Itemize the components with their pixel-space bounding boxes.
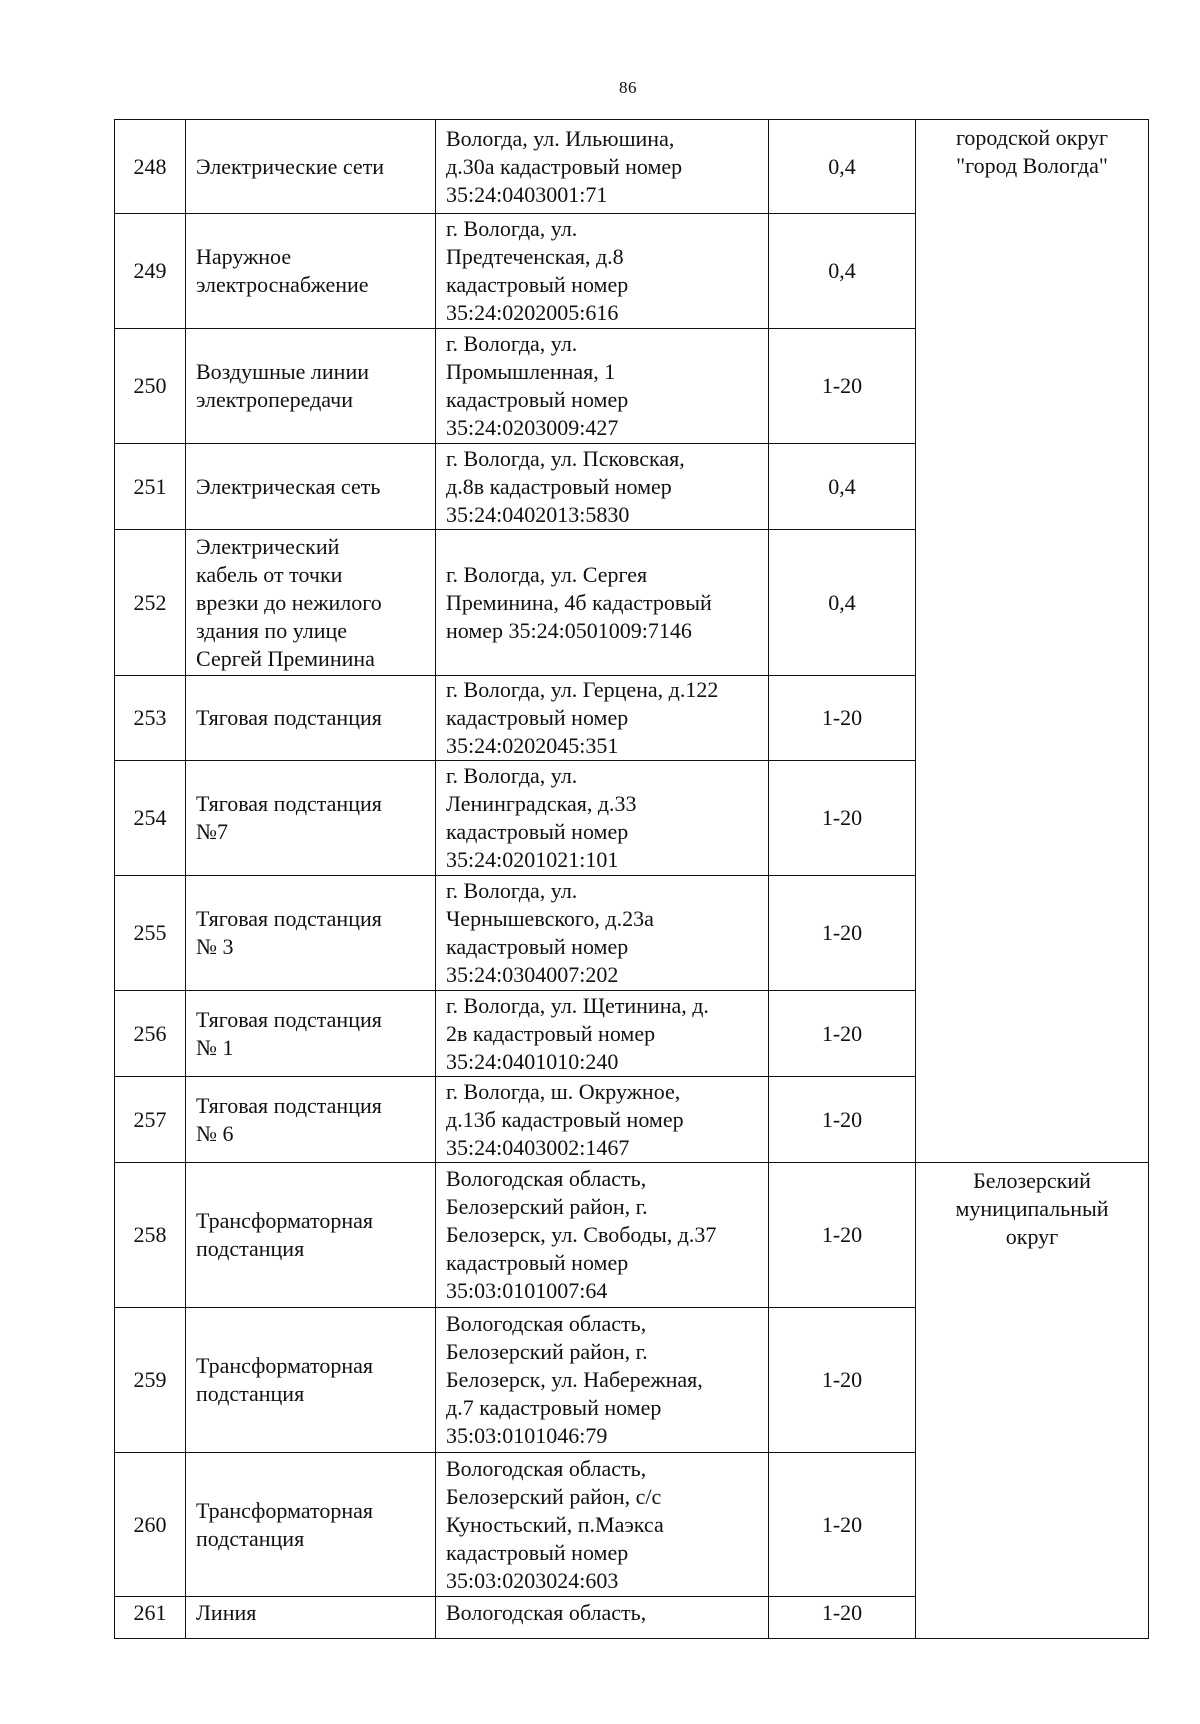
object-name: Тяговая подстанция №7 <box>186 761 436 876</box>
object-address: г. Вологда, ш. Окружное, д.13б кадастровый номер 35:24:0403002:1467 <box>436 1077 769 1163</box>
object-name: Тяговая подстанция <box>186 676 436 761</box>
object-address: г. Вологда, ул. Герцена, д.122 кадастровый номер 35:24:0202045:351 <box>436 676 769 761</box>
object-address: Вологодская область, Белозерский район, г. Белозерск, ул. Набережная, д.7 кадастровый номер 35:03:0101046:79 <box>436 1308 769 1453</box>
object-name: Электрическая сеть <box>186 444 436 530</box>
object-address: Вологодская область, Белозерский район, с/с Куностьский, п.Маэкса кадастровый номер 35:03:0203024:603 <box>436 1453 769 1597</box>
object-address: г. Вологда, ул. Ленинградская, д.33 кадастровый номер 35:24:0201021:101 <box>436 761 769 876</box>
voltage-class: 1-20 <box>769 329 916 444</box>
object-name: Наружное электроснабжение <box>186 214 436 329</box>
voltage-class: 1-20 <box>769 676 916 761</box>
object-address: Вологодская область, Белозерский район, г. Белозерск, ул. Свободы, д.37 кадастровый номер 35:03:0101007:64 <box>436 1163 769 1308</box>
voltage-class: 0,4 <box>769 214 916 329</box>
row-number: 258 <box>115 1163 186 1308</box>
row-number: 254 <box>115 761 186 876</box>
object-name: Тяговая подстанция № 3 <box>186 876 436 991</box>
object-name: Электрический кабель от точки врезки до нежилого здания по улице Сергей Преминина <box>186 530 436 676</box>
object-name: Электрические сети <box>186 120 436 214</box>
voltage-class: 1-20 <box>769 876 916 991</box>
row-number: 251 <box>115 444 186 530</box>
voltage-class: 1-20 <box>769 1308 916 1453</box>
voltage-class: 1-20 <box>769 1077 916 1163</box>
object-name: Тяговая подстанция № 1 <box>186 991 436 1077</box>
voltage-class: 0,4 <box>769 530 916 676</box>
table-row <box>115 120 1149 214</box>
row-number: 255 <box>115 876 186 991</box>
row-number: 256 <box>115 991 186 1077</box>
voltage-class: 1-20 <box>769 1453 916 1597</box>
object-address: Вологда, ул. Ильюшина, д.30а кадастровый номер 35:24:0403001:71 <box>436 120 769 214</box>
voltage-class: 1-20 <box>769 1163 916 1308</box>
object-address: г. Вологда, ул. Чернышевского, д.23а кадастровый номер 35:24:0304007:202 <box>436 876 769 991</box>
object-address: г. Вологда, ул. Предтеченская, д.8 кадастровый номер 35:24:0202005:616 <box>436 214 769 329</box>
voltage-class: 0,4 <box>769 444 916 530</box>
row-number: 253 <box>115 676 186 761</box>
row-number: 260 <box>115 1453 186 1597</box>
row-number: 248 <box>115 120 186 214</box>
registry-table <box>114 119 1149 1639</box>
row-number: 259 <box>115 1308 186 1453</box>
object-name: Трансформаторная подстанция <box>186 1308 436 1453</box>
object-address: г. Вологда, ул. Псковская, д.8в кадастровый номер 35:24:0402013:5830 <box>436 444 769 530</box>
district-belozersk: Белозерский муниципальный округ <box>916 1163 1149 1639</box>
voltage-class: 0,4 <box>769 120 916 214</box>
voltage-class: 1-20 <box>769 1597 916 1639</box>
object-address: г. Вологда, ул. Щетинина, д. 2в кадастровый номер 35:24:0401010:240 <box>436 991 769 1077</box>
object-address: г. Вологда, ул. Промышленная, 1 кадастровый номер 35:24:0203009:427 <box>436 329 769 444</box>
district-vologda: городской округ "город Вологда" <box>916 120 1149 1163</box>
voltage-class: 1-20 <box>769 761 916 876</box>
voltage-class: 1-20 <box>769 991 916 1077</box>
row-number: 252 <box>115 530 186 676</box>
table-row <box>115 1163 1149 1308</box>
row-number: 257 <box>115 1077 186 1163</box>
object-address: Вологодская область, <box>436 1597 769 1639</box>
object-name: Линия <box>186 1597 436 1639</box>
object-name: Трансформаторная подстанция <box>186 1163 436 1308</box>
row-number: 250 <box>115 329 186 444</box>
row-number: 261 <box>115 1597 186 1639</box>
row-number: 249 <box>115 214 186 329</box>
page-number: 86 <box>619 78 637 97</box>
object-name: Трансформаторная подстанция <box>186 1453 436 1597</box>
object-name: Воздушные линии электропередачи <box>186 329 436 444</box>
object-address: г. Вологда, ул. Сергея Преминина, 4б кадастровый номер 35:24:0501009:7146 <box>436 530 769 676</box>
object-name: Тяговая подстанция № 6 <box>186 1077 436 1163</box>
